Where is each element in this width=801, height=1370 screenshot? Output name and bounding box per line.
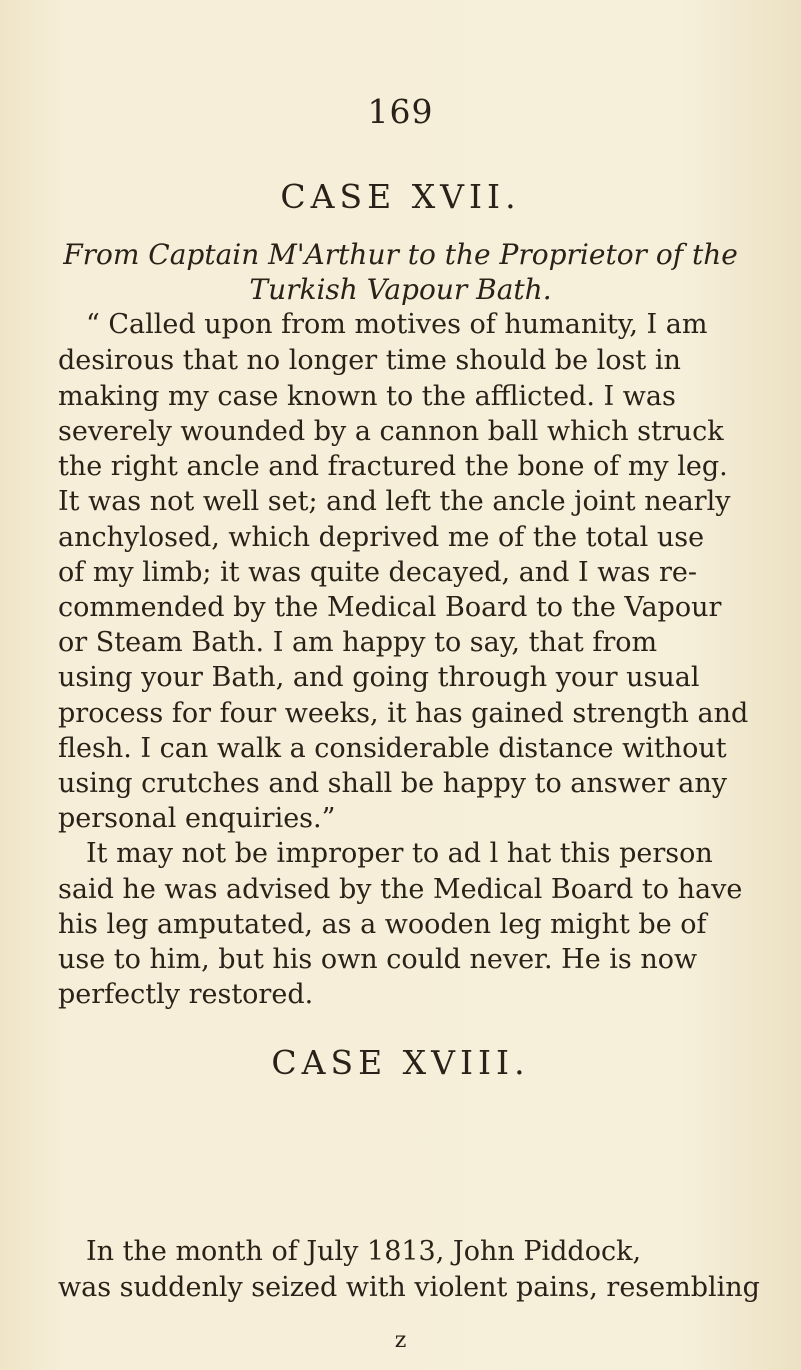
subtitle-line: Turkish Vapour Bath. — [249, 273, 552, 306]
body-line: In the month of July 1813, John Piddock, — [86, 1236, 642, 1267]
body-line: desirous that no longer time should be lost in — [58, 345, 681, 376]
case-17-heading: CASE XVII. — [280, 177, 521, 216]
body-line: making my case known to the afflicted. I was — [58, 381, 676, 412]
body-line: “ Called upon from motives of humanity, I am — [86, 309, 708, 340]
body-line: use to him, but his own could never. He is now — [58, 944, 698, 975]
body-line: severely wounded by a cannon ball which struck — [58, 416, 724, 447]
subtitle-line: From Captain M'Arthur to the Proprietor of the — [63, 238, 738, 271]
body-line: personal enquiries.” — [58, 803, 336, 834]
body-line: It may not be improper to ad l hat this person — [86, 838, 713, 869]
body-line: the right ancle and fractured the bone of my leg. — [58, 451, 728, 482]
body-line: using your Bath, and going through your usual — [58, 662, 700, 693]
body-line: It was not well set; and left the ancle joint nearly — [58, 486, 731, 517]
page-number: 169 — [367, 92, 434, 131]
body-line: using crutches and shall be happy to answer any — [58, 768, 727, 799]
body-line: process for four weeks, it has gained strength and — [58, 698, 749, 729]
body-line: was suddenly seized with violent pains, resembling — [58, 1272, 760, 1303]
body-line: flesh. I can walk a considerable distance without — [58, 733, 727, 764]
body-line: anchylosed, which deprived me of the total use — [58, 522, 705, 553]
body-line: said he was advised by the Medical Board to have — [58, 874, 743, 905]
body-line: or Steam Bath. I am happy to say, that from — [58, 627, 658, 658]
body-line: of my limb; it was quite decayed, and I was re- — [58, 557, 697, 588]
body-line: his leg amputated, as a wooden leg might be of — [58, 909, 707, 940]
body-line: commended by the Medical Board to the Vapour — [58, 592, 722, 623]
printer-signature: z — [394, 1328, 407, 1353]
case-18-heading: CASE XVIII. — [271, 1043, 530, 1082]
case-17-subtitle — [0, 237, 801, 307]
body-line: perfectly restored. — [58, 979, 314, 1010]
